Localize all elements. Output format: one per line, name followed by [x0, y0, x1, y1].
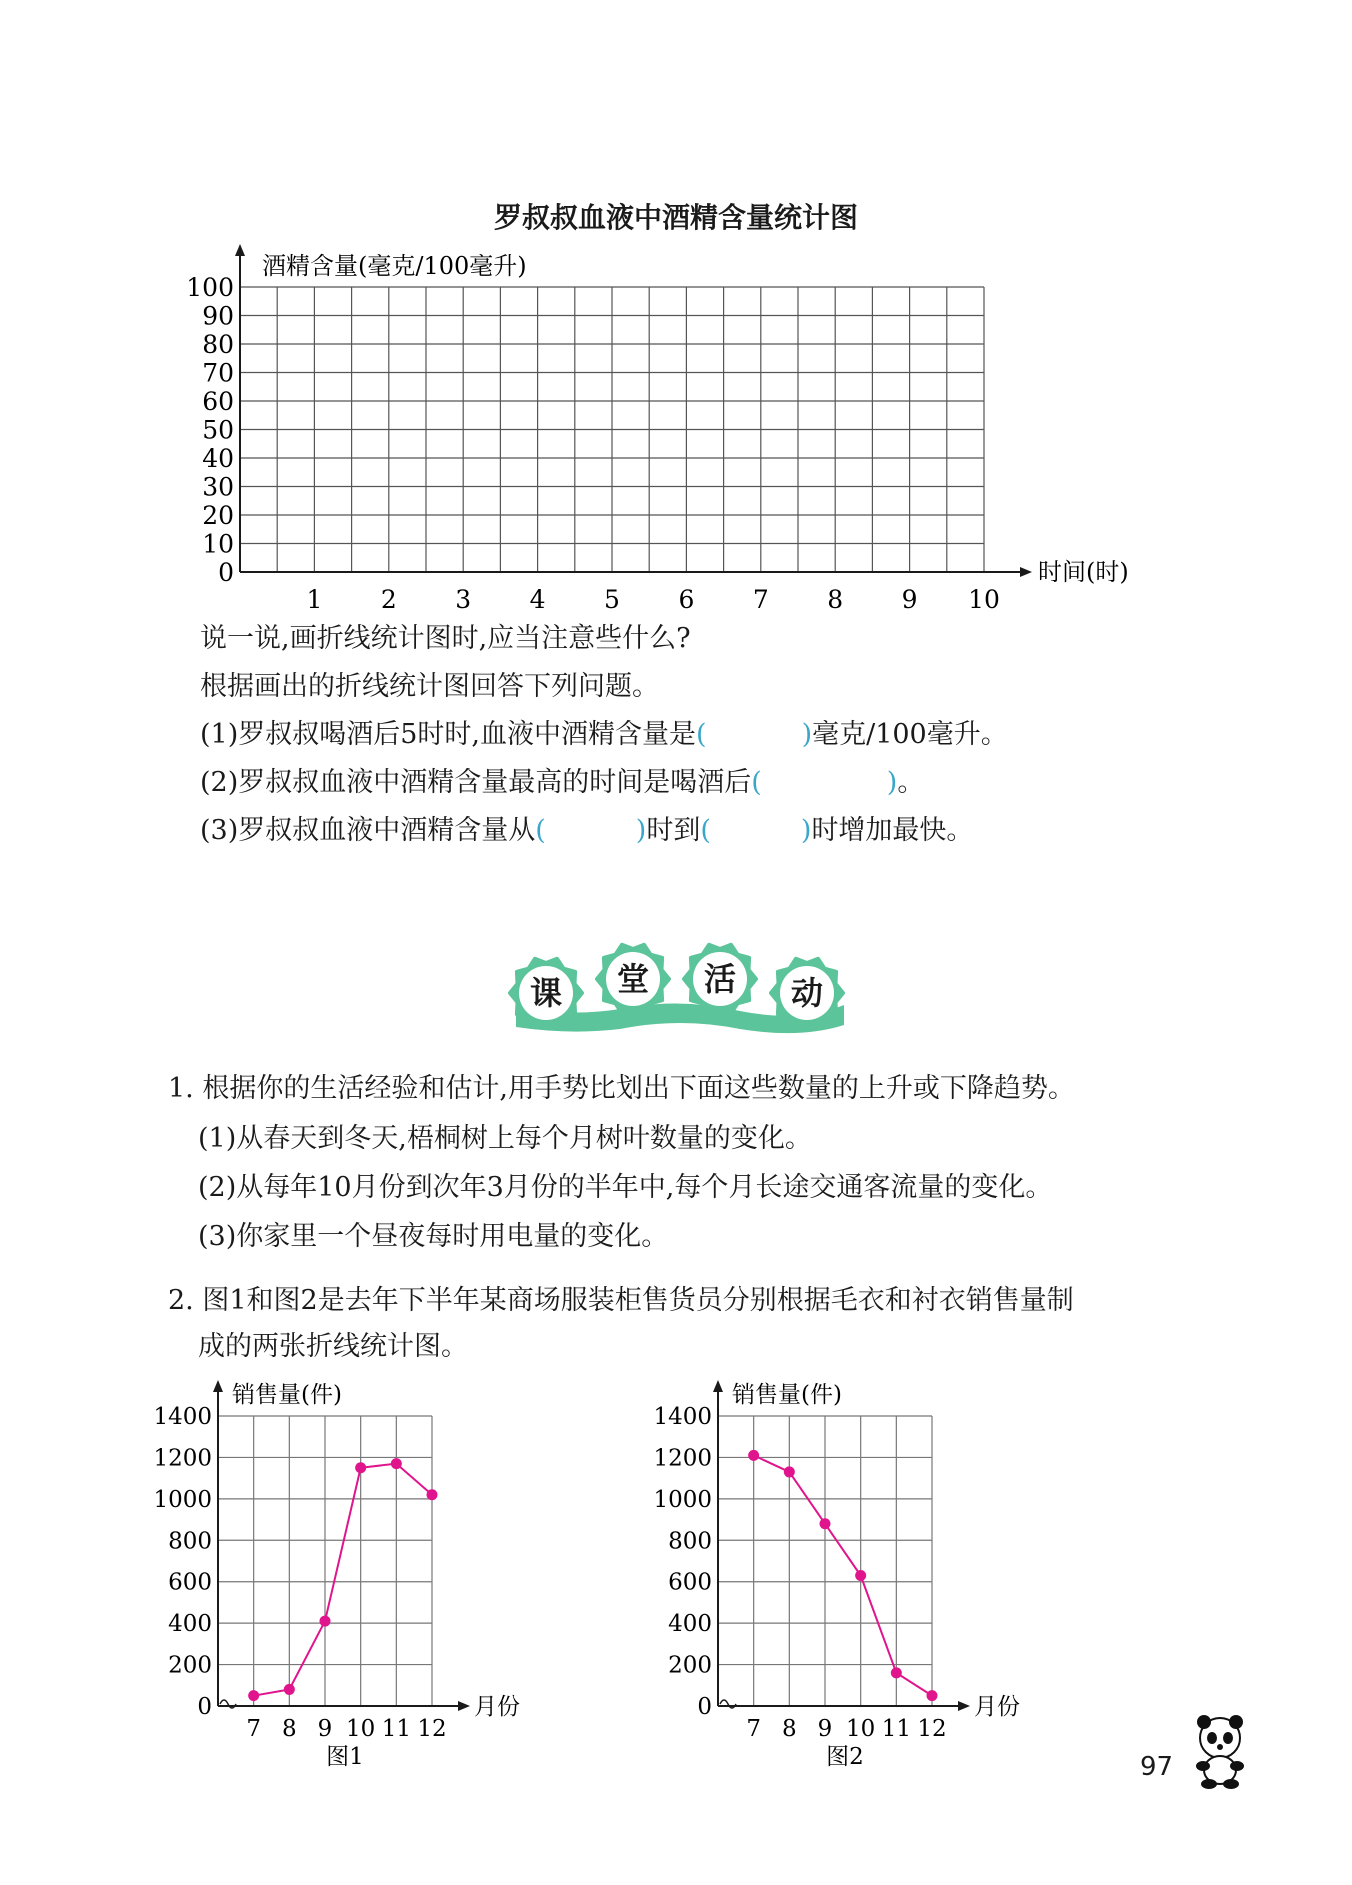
data-point	[427, 1489, 438, 1500]
grid-xtick-label: 8	[827, 585, 844, 614]
grid-xtick-label: 6	[678, 585, 695, 614]
data-point	[784, 1466, 795, 1477]
chart-x-arrow	[958, 1701, 970, 1711]
activity-char: 课	[529, 974, 563, 1012]
chart-xtick-label: 8	[782, 1716, 797, 1742]
data-point	[748, 1450, 759, 1461]
data-point	[391, 1458, 402, 1469]
grid-xtick-label: 9	[901, 585, 918, 614]
line-chart-1	[153, 1380, 640, 1770]
grid-xtick-label: 4	[529, 585, 546, 614]
chart-xlabel: 月份	[974, 1694, 1020, 1720]
chart-ytick-label: 600	[168, 1569, 212, 1596]
chart-ytick-label: 600	[668, 1569, 712, 1596]
grid-ytick-label: 50	[202, 415, 234, 445]
grid-xtick-label: 1	[306, 585, 323, 614]
chart-xtick-label: 12	[917, 1716, 947, 1742]
chart-ytick-label: 1000	[653, 1486, 712, 1513]
exercise-1-2: (2)从每年10月份到次年3月份的半年中,每个月长途交通客流量的变化。	[198, 1172, 1053, 1203]
chart-ytick-label: 1400	[153, 1404, 212, 1430]
grid-ytick-label: 0	[218, 558, 234, 587]
chart-ytick-label: 400	[668, 1611, 712, 1638]
chart-caption: 图2	[826, 1744, 864, 1770]
chart-ytick-label: 200	[668, 1652, 712, 1679]
empty-grid-chart	[180, 240, 1160, 620]
exercise-1-1: (1)从春天到冬天,梧桐树上每个月树叶数量的变化。	[198, 1123, 812, 1154]
grid-ytick-label: 60	[202, 387, 234, 416]
chart-x-arrow	[458, 1701, 470, 1711]
answer-blank-3b[interactable]: ( )	[700, 815, 812, 846]
chart-caption: 图1	[326, 1744, 364, 1770]
line-chart-2	[653, 1380, 1140, 1770]
grid-xtick-label: 10	[968, 585, 1000, 614]
data-point	[320, 1616, 331, 1627]
page-number: 97	[1140, 1752, 1174, 1782]
grid-ytick-label: 40	[202, 444, 234, 473]
chart-xtick-label: 10	[346, 1716, 376, 1742]
activity-badge	[684, 945, 756, 1013]
chart-ytick-label: 0	[197, 1694, 212, 1720]
data-point	[927, 1690, 938, 1701]
activity-char: 堂	[616, 960, 650, 998]
chart-y-arrow	[213, 1380, 223, 1392]
grid-ytick-label: 70	[202, 358, 234, 388]
data-point	[248, 1690, 259, 1701]
answer-blank-1[interactable]: ( )	[696, 719, 813, 750]
chart-ytick-label: 0	[697, 1694, 712, 1720]
chart-xtick-label: 11	[881, 1716, 911, 1742]
chart-ytick-label: 800	[168, 1528, 212, 1555]
grid-ytick-label: 30	[202, 472, 234, 502]
chart-xtick-label: 9	[817, 1716, 833, 1742]
chart-ytick-label: 800	[668, 1528, 712, 1555]
chart-ylabel: 销售量(件)	[732, 1382, 842, 1408]
data-point	[855, 1570, 866, 1581]
chart-ytick-label: 1200	[153, 1445, 212, 1472]
series-line	[754, 1455, 932, 1695]
chart-xtick-label: 7	[746, 1716, 761, 1742]
activity-badge	[597, 945, 669, 1013]
grid-axes	[235, 244, 1032, 577]
data-point	[891, 1667, 902, 1678]
chart-xtick-label: 9	[317, 1716, 333, 1742]
question-2	[200, 766, 924, 800]
chart-ylabel: 销售量(件)	[232, 1382, 342, 1408]
data-point	[355, 1462, 366, 1473]
discuss-prompt: 说一说,画折线统计图时,应当注意些什么?	[200, 623, 691, 654]
question-1-text: (1)罗叔叔喝酒后5时时,血液中酒精含量是	[200, 719, 697, 750]
question-2-text: (2)罗叔叔血液中酒精含量最高的时间是喝酒后	[200, 767, 752, 798]
grid-ytick-label: 10	[202, 529, 234, 559]
chart-title: 罗叔叔血液中酒精含量统计图	[493, 201, 858, 234]
chart-xtick-label: 11	[381, 1716, 411, 1742]
grid-xtick-label: 7	[752, 585, 769, 614]
question-3-text: (3)罗叔叔血液中酒精含量从	[200, 815, 536, 846]
chart-ytick-label: 200	[168, 1652, 212, 1679]
activity-char: 活	[703, 960, 737, 998]
activity-banner	[510, 935, 850, 1045]
chart-ytick-label: 1400	[653, 1404, 712, 1430]
grid-ytick-label: 20	[202, 501, 234, 530]
chart-xlabel: 月份	[474, 1694, 520, 1720]
question-2-end: 。	[897, 767, 925, 798]
chart-ytick-label: 1000	[153, 1486, 212, 1513]
question-1-unit: 毫克/100毫升。	[812, 719, 1008, 750]
chart-ytick-label: 1200	[653, 1445, 712, 1472]
panda-icon	[1185, 1710, 1255, 1790]
answer-blank-2[interactable]: ( )	[751, 767, 898, 798]
grid-ylabel: 酒精含量(毫克/100毫升)	[262, 252, 527, 280]
exercise-2-line2: 成的两张折线统计图。	[198, 1331, 468, 1362]
exercise-1-3: (3)你家里一个昼夜每时用电量的变化。	[198, 1221, 669, 1252]
chart-xtick-label: 8	[282, 1716, 297, 1742]
question-3-mid: 时到	[646, 815, 701, 846]
grid-lines	[240, 287, 984, 572]
chart-xtick-label: 12	[417, 1716, 447, 1742]
grid-xlabel: 时间(时)	[1038, 558, 1129, 586]
question-3	[200, 814, 973, 848]
grid-ytick-label: 80	[202, 330, 234, 359]
chart-y-arrow	[713, 1380, 723, 1392]
grid-xtick-label: 2	[380, 585, 397, 614]
grid-ytick-label: 100	[186, 273, 234, 302]
chart-ytick-label: 400	[168, 1611, 212, 1638]
question-3-end: 时增加最快。	[811, 815, 974, 846]
grid-xtick-label: 5	[604, 585, 620, 614]
activity-badge	[510, 959, 582, 1027]
question-1	[200, 718, 1008, 752]
activity-badge	[771, 959, 843, 1027]
exercise-2-line1: 2. 图1和图2是去年下半年某商场服装柜售货员分别根据毛衣和衬衣销售量制	[168, 1285, 1074, 1316]
questions-intro: 根据画出的折线统计图回答下列问题。	[200, 671, 659, 702]
data-point	[820, 1518, 831, 1529]
activity-char: 动	[790, 974, 824, 1012]
chart-xtick-label: 7	[246, 1716, 261, 1742]
data-point	[284, 1684, 295, 1695]
chart-xtick-label: 10	[846, 1716, 876, 1742]
grid-ytick-label: 90	[202, 301, 234, 331]
answer-blank-3a[interactable]: ( )	[535, 815, 647, 846]
grid-xtick-label: 3	[455, 585, 472, 614]
exercise-1: 1. 根据你的生活经验和估计,用手势比划出下面这些数量的上升或下降趋势。	[168, 1073, 1075, 1104]
